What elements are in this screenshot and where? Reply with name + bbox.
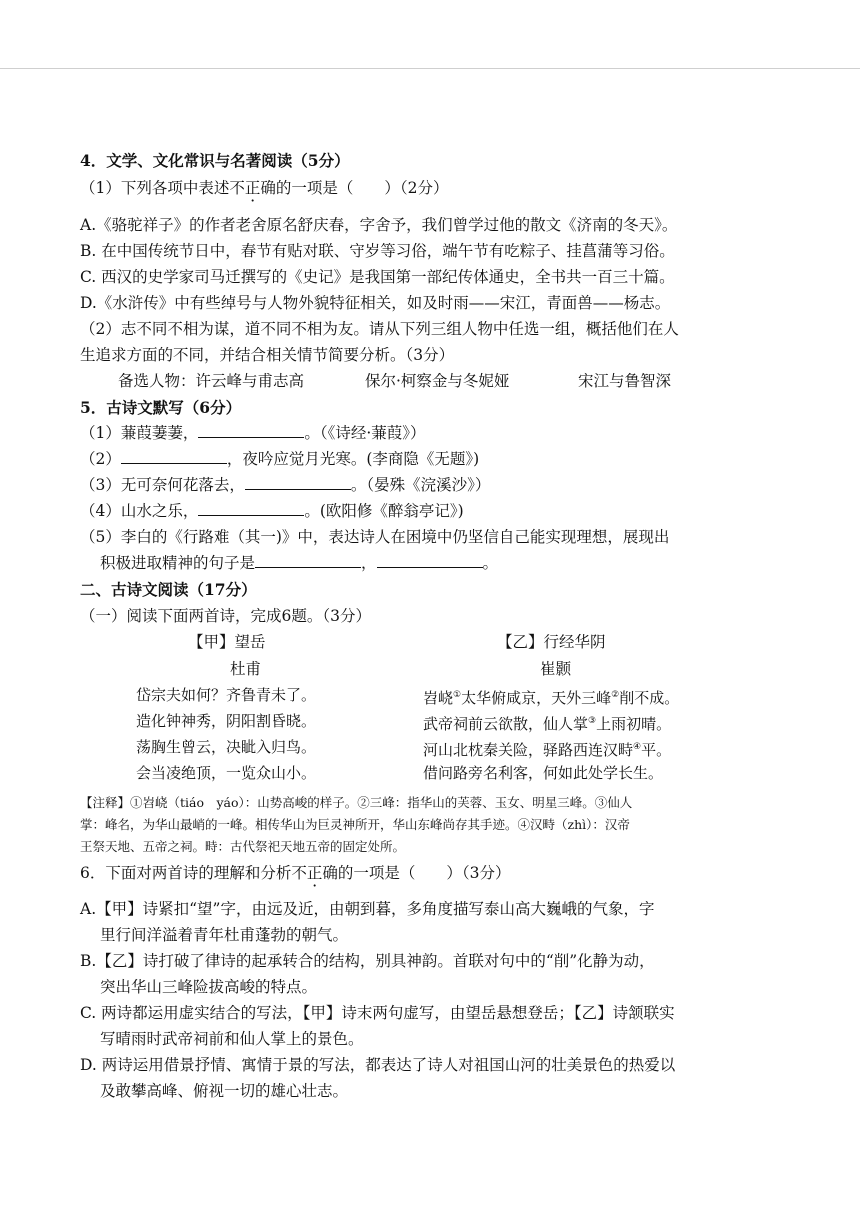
q6-stem-emph: 不正确 [291,864,338,882]
poem-a-line: 会当凌绝顶，一览众山小。 [136,764,317,782]
q6-option-d-line2: 及敢攀高峰、俯视一切的雄心壮志。 [100,1082,349,1100]
q4-candidates-3: 宋江与鲁智深 [578,372,672,390]
poem-a-line: 荡胸生曾云，决眦入归鸟。 [136,738,317,756]
q4-sub2-line2: 生追求方面的不同，并结合相关情节简要分析。（3分） [80,346,455,364]
q4-candidates-2: 保尔·柯察金与冬妮娅 [365,372,510,390]
poem-a-author: 杜甫 [230,660,262,678]
q4-sub1-emph: 不正确 [229,179,276,197]
q5-line5a: （5）李白的《行路难（其一)》中，表达诗人在困境中仍坚信自己能实现理想，展现出 [80,528,670,546]
answer-blank[interactable] [245,475,351,490]
poem-b-line: 岧峣①太华俯咸京，天外三峰②削不成。 [423,689,680,707]
answer-blank[interactable] [198,501,304,516]
q4-sub1-post: 的一项是（ ）（2分） [275,179,449,197]
q4-option-b: B. 在中国传统节日中，春节有贴对联、守岁等习俗，端午节有吃粽子、挂菖蒲等习俗。 [80,242,675,260]
q5-line1: （1）蒹葭萋萋， 。（《诗经·蒹葭》） [80,424,426,442]
q6-option-b-line2: 突出华山三峰险拔高峻的特点。 [100,978,318,996]
q4-candidates-1: 备选人物：许云峰与甫志高 [118,372,305,390]
q4-title: 4．文学、文化常识与名著阅读（5分） [80,151,350,170]
q4-option-a: A.《骆驼祥子》的作者老舍原名舒庆春，字舍予，我们曾学过他的散文《济南的冬天》。 [80,216,678,234]
q5-line4: （4）山水之乐， 。(欧阳修《醉翁亭记》) [80,502,464,520]
poem-b-title: 【乙】行经华阴 [497,633,606,651]
q6-option-d-line1: D. 两诗运用借景抒情、寓情于景的写法，都表达了诗人对祖国山河的壮美景色的热爱以 [80,1056,676,1074]
answer-blank[interactable] [121,449,227,464]
q6-option-a-line2: 里行间洋溢着青年杜甫蓬勃的朝气。 [100,926,349,944]
q4-option-c: C. 西汉的史学家司马迁撰写的《史记》是我国第一部纪传体通史，全书共一百三十篇。 [80,268,675,286]
notes-line3: 王祭天地、五帝之祠。畤：古代祭祀天地五帝的固定处所。 [80,839,406,854]
poem-b-author: 崔颢 [540,660,572,678]
poem-b-line: 武帝祠前云欲散，仙人掌③上雨初晴。 [423,715,672,733]
q5-title: 5．古诗文默写（6分） [80,398,242,417]
q6-stem: 6．下面对两首诗的理解和分析不正确的一项是（ ）（3分） [80,864,511,882]
poem-a-line: 岱宗夫如何？齐鲁青未了。 [136,686,317,704]
q4-sub1-pre: （1）下列各项中表述 [80,179,230,197]
part2-intro: （一）阅读下面两首诗，完成6题。（3分） [80,607,371,625]
q5-line5b: 积极进取精神的句子是 ， 。 [100,554,499,572]
answer-blank[interactable] [198,423,304,438]
q4-sub2-line1: （2）志不同不相为谋，道不同不相为友。请从下列三组人物中任选一组，概括他们在人 [80,320,679,338]
q5-line2: （2） ，夜吟应觉月光寒。(李商隐《无题》) [80,450,480,468]
answer-blank[interactable] [377,553,483,568]
q6-option-b-line1: B.【乙】诗打破了律诗的起承转合的结构，别具神韵。首联对句中的“削”化静为动， [80,952,655,970]
notes-line1: 【注释】①岧峣（tiáo yáo）：山势高峻的样子。②三峰：指华山的芙蓉、玉女、明星三峰。③仙人 [80,795,633,810]
part2-title: 二、古诗文阅读（17分） [80,580,257,599]
q4-option-d: D.《水浒传》中有些绰号与人物外貌特征相关，如及时雨——宋江，青面兽——杨志。 [80,294,671,312]
answer-blank[interactable] [255,553,361,568]
q5-line3: （3）无可奈何花落去， 。（晏殊《浣溪沙》） [80,476,491,494]
poem-b-line: 河山北枕秦关险，驿路西连汉畤④平。 [423,741,672,759]
poem-a-line: 造化钟神秀，阴阳割昏晓。 [136,712,317,730]
q6-option-c-line2: 写晴雨时武帝祠前和仙人掌上的景色。 [100,1030,364,1048]
q4-sub1 [80,177,449,199]
poem-b-line: 借问路旁名利客，何如此处学长生。 [423,764,664,782]
top-rule [0,68,860,69]
notes-line2: 掌：峰名，为华山最峭的一峰。相传华山为巨灵神所开，华山东峰尚存其手迹。④汉畤（zhì）：汉帝 [80,817,630,832]
q6-option-a-line1: A.【甲】诗紧扣“望”字，由远及近，由朝到暮，多角度描写泰山高大巍峨的气象，字 [80,900,655,918]
poem-a-title: 【甲】望岳 [188,633,266,651]
q6-option-c-line1: C. 两诗都运用虚实结合的写法，【甲】诗末两句虚写，由望岳悬想登岳；【乙】诗颔联实 [80,1004,675,1022]
